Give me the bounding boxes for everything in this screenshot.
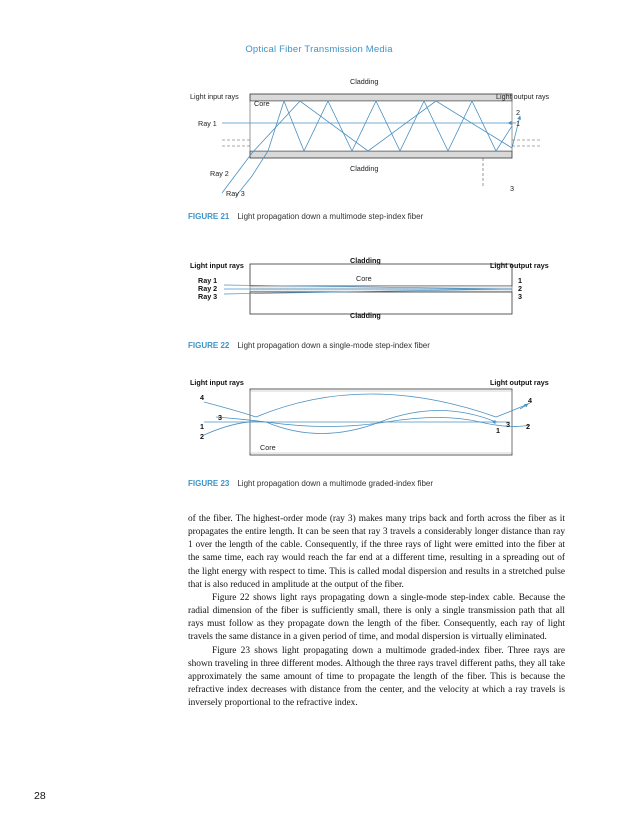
figure-23-diagram — [180, 377, 580, 467]
fig21-cladding-bottom-label: Cladding — [350, 164, 379, 173]
fig22-input-label: Light input rays — [190, 261, 244, 270]
cladding-top-region — [250, 264, 512, 286]
fig21-out3-label: 3 — [510, 184, 514, 193]
figure-23-caption-text: Light propagation down a multimode graded-index fiber — [237, 479, 434, 488]
fig21-ray2-label: Ray 2 — [210, 169, 229, 178]
figure-22-caption — [188, 341, 430, 350]
figure-21-diagram — [180, 68, 580, 208]
fig22-ray3-label: Ray 3 — [198, 292, 218, 301]
figure-23-caption — [188, 479, 433, 488]
fig22-ray1-label: Ray 1 — [198, 276, 218, 285]
fig21-cladding-top-label: Cladding — [350, 77, 379, 86]
fig23-in3-label: 3 — [218, 413, 222, 422]
fig22-out2-label: 2 — [518, 284, 522, 293]
figure-23-number: FIGURE 23 — [188, 479, 230, 488]
fig22-output-label: Light output rays — [490, 261, 549, 270]
fig22-core-label: Core — [356, 274, 372, 283]
fig21-ray1-label: Ray 1 — [198, 119, 217, 128]
figure-23-svg — [180, 377, 580, 467]
fig23-input-label: Light input rays — [190, 378, 244, 387]
fig22-out1-label: 1 — [518, 276, 522, 285]
fig23-in1-label: 1 — [200, 422, 204, 431]
fig23-out4-label: 4 — [528, 396, 532, 405]
body-text — [188, 513, 565, 710]
fig22-cladding-top-label: Cladding — [350, 256, 381, 265]
fig23-core-label: Core — [260, 443, 276, 452]
fig23-in4-label: 4 — [200, 393, 204, 402]
fig21-output-label: Light output rays — [496, 92, 550, 101]
fig21-input-label: Light input rays — [190, 92, 239, 101]
running-title: Optical Fiber Transmission Media — [245, 44, 393, 55]
cladding-top-band — [250, 94, 512, 101]
paragraph-2: Figure 22 shows light rays propagating down a single-mode step-index cable. Because the radial dimension of the fiber is sufficiently small, there is only a single transmission path that all rays must follow as they propagate down the length of the fiber. Consequently, each ray of light travels the same distance in a given period of time, and modal dispersion is virtually eliminated. — [188, 592, 565, 643]
figure-21-caption — [188, 212, 423, 221]
fig22-cladding-bottom-label: Cladding — [350, 311, 381, 320]
figure-21-number: FIGURE 21 — [188, 212, 230, 221]
core-region — [250, 101, 512, 151]
fig21-out2-label: 2 — [516, 108, 520, 117]
paragraph-1: of the fiber. The highest-order mode (ray 3) makes many trips back and forth across the fiber as it propagates the entire length. It can be seen that ray 3 travels a considerably longer distance than ray 1 over the length of the cable. Consequently, if the three rays of light were emitted into the fiber at the same time, each ray would reach the far end at a different time, resulting in a spreading out of the light energy with respect to time. This is called modal dispersion and results in a stretched pulse that is also reduced in amplitude at the output of the fiber. — [188, 514, 565, 590]
figure-21-svg — [180, 68, 580, 208]
fig21-core-label: Core — [254, 99, 270, 108]
fig21-out1-label: 1 — [516, 119, 520, 128]
fig23-out2-label: 2 — [526, 422, 530, 431]
fig22-out3-label: 3 — [518, 292, 522, 301]
figure-22-caption-text: Light propagation down a single-mode step-index fiber — [237, 341, 430, 350]
cladding-bottom-band — [250, 151, 512, 158]
figure-22-number: FIGURE 22 — [188, 341, 230, 350]
fig23-out3-label: 3 — [506, 420, 510, 429]
paragraph-3: Figure 23 shows light propagating down a multimode graded-index fiber. Three rays are shown traveling in three different modes. Although the three rays travel different paths, they all take approximately the same amount of time to propagate the length of the fiber. This is because the refractive index decreases with distance from the center, and the velocity at which a ray travels is inversely proportional to the refractive index. — [188, 645, 565, 709]
fig23-out1-label: 1 — [496, 426, 500, 435]
fig23-in2-label: 2 — [200, 432, 204, 441]
figure-22-svg — [180, 254, 580, 324]
cladding-bottom-region — [250, 292, 512, 314]
page-number: 28 — [34, 790, 46, 802]
figure-21-caption-text: Light propagation down a multimode step-index fiber — [237, 212, 424, 221]
fig21-ray3-label: Ray 3 — [226, 189, 245, 198]
figure-22-diagram — [180, 254, 580, 324]
fig22-ray2-label: Ray 2 — [198, 284, 218, 293]
fig23-output-label: Light output rays — [490, 378, 549, 387]
